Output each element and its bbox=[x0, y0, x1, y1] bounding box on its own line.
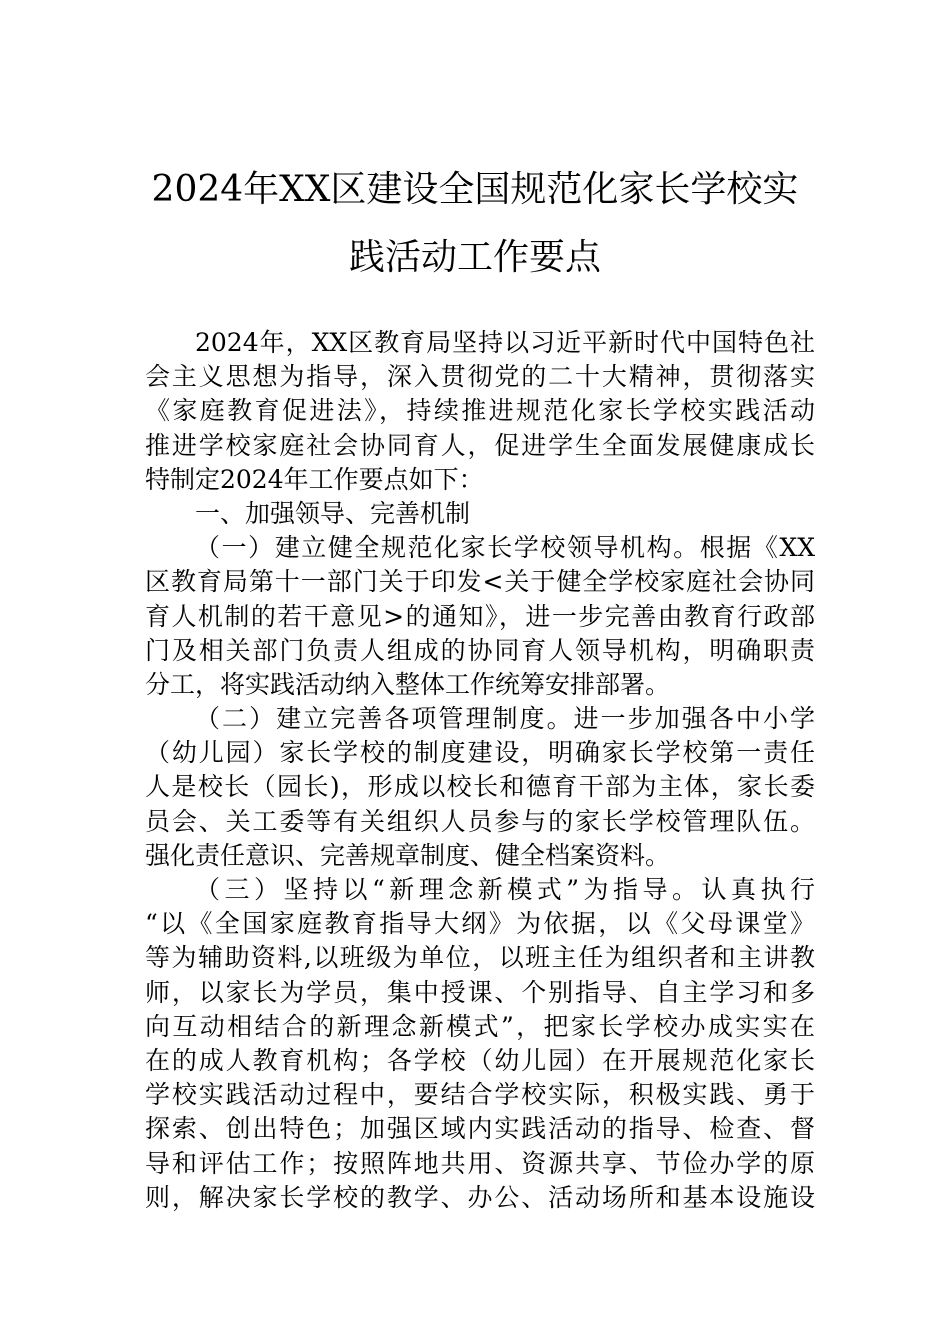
paragraph-line: 在的成人教育机构；各学校（幼儿园）在开展规范化家长 bbox=[145, 1045, 815, 1075]
paragraph-line: （三）坚持以“新理念新模式”为指导。认真执行 bbox=[195, 875, 815, 904]
document-body bbox=[145, 326, 815, 1215]
paragraph-line: 向互动相结合的新理念新模式”，把家长学校办成实实在 bbox=[145, 1011, 815, 1041]
paragraph-line: 2024年，XX区教育局坚持以习近平新时代中国特色社 bbox=[195, 328, 815, 357]
paragraph-line: 师，以家长为学员，集中授课、个别指导、自主学习和多 bbox=[145, 977, 815, 1007]
document-title-line-2: 践活动工作要点 bbox=[348, 237, 601, 278]
paragraph-line: 分工，将实践活动纳入整体工作统筹安排部署。 bbox=[145, 669, 671, 699]
paragraph-line: 特制定2024年工作要点如下： bbox=[145, 464, 484, 494]
paragraph-line: 员会、关工委等有关组织人员参与的家长学校管理队伍。 bbox=[145, 806, 815, 836]
section-heading: 一、加强领导、完善机制 bbox=[195, 498, 471, 528]
paragraph-line: 区教育局第十一部门关于印发<关于健全学校家庭社会协同 bbox=[145, 567, 815, 597]
paragraph-line: 强化责任意识、完善规章制度、健全档案资料。 bbox=[145, 840, 671, 870]
paragraph-line: 推进学校家庭社会协同育人，促进学生全面发展健康成长 bbox=[145, 430, 815, 460]
paragraph-line: （二）建立完善各项管理制度。进一步加强各中小学 bbox=[195, 704, 815, 734]
document-title-line-1: 2024年XX区建设全国规范化家长学校实 bbox=[151, 169, 799, 210]
paragraph-line: 则，解决家长学校的教学、办公、活动场所和基本设施设 bbox=[145, 1182, 815, 1212]
paragraph-line: 《家庭教育促进法》，持续推进规范化家长学校实践活动 bbox=[145, 396, 815, 426]
paragraph-line: 等为辅助资料,以班级为单位，以班主任为组织者和主讲教 bbox=[145, 943, 815, 973]
paragraph-line: （幼儿园）家长学校的制度建设，明确家长学校第一责任 bbox=[145, 738, 815, 768]
paragraph-line: 会主义思想为指导，深入贯彻党的二十大精神，贯彻落实 bbox=[145, 362, 815, 392]
paragraph-line: “以《全国家庭教育指导大纲》为依据，以《父母课堂》 bbox=[145, 909, 815, 939]
paragraph-line: 学校实践活动过程中，要结合学校实际，积极实践、勇于 bbox=[145, 1080, 815, 1110]
paragraph-line: （一）建立健全规范化家长学校领导机构。根据《XX bbox=[195, 533, 815, 563]
paragraph-line: 人是校长（园长)，形成以校长和德育干部为主体，家长委 bbox=[145, 772, 815, 802]
paragraph-line: 育人机制的若干意见>的通知》，进一步完善由教育行政部 bbox=[145, 601, 815, 631]
paragraph-line: 探索、创出特色；加强区域内实践活动的指导、检查、督 bbox=[145, 1114, 815, 1144]
paragraph-line: 导和评估工作；按照阵地共用、资源共享、节俭办学的原 bbox=[145, 1148, 815, 1178]
paragraph-line: 门及相关部门负责人组成的协同育人领导机构，明确职责 bbox=[145, 635, 815, 665]
